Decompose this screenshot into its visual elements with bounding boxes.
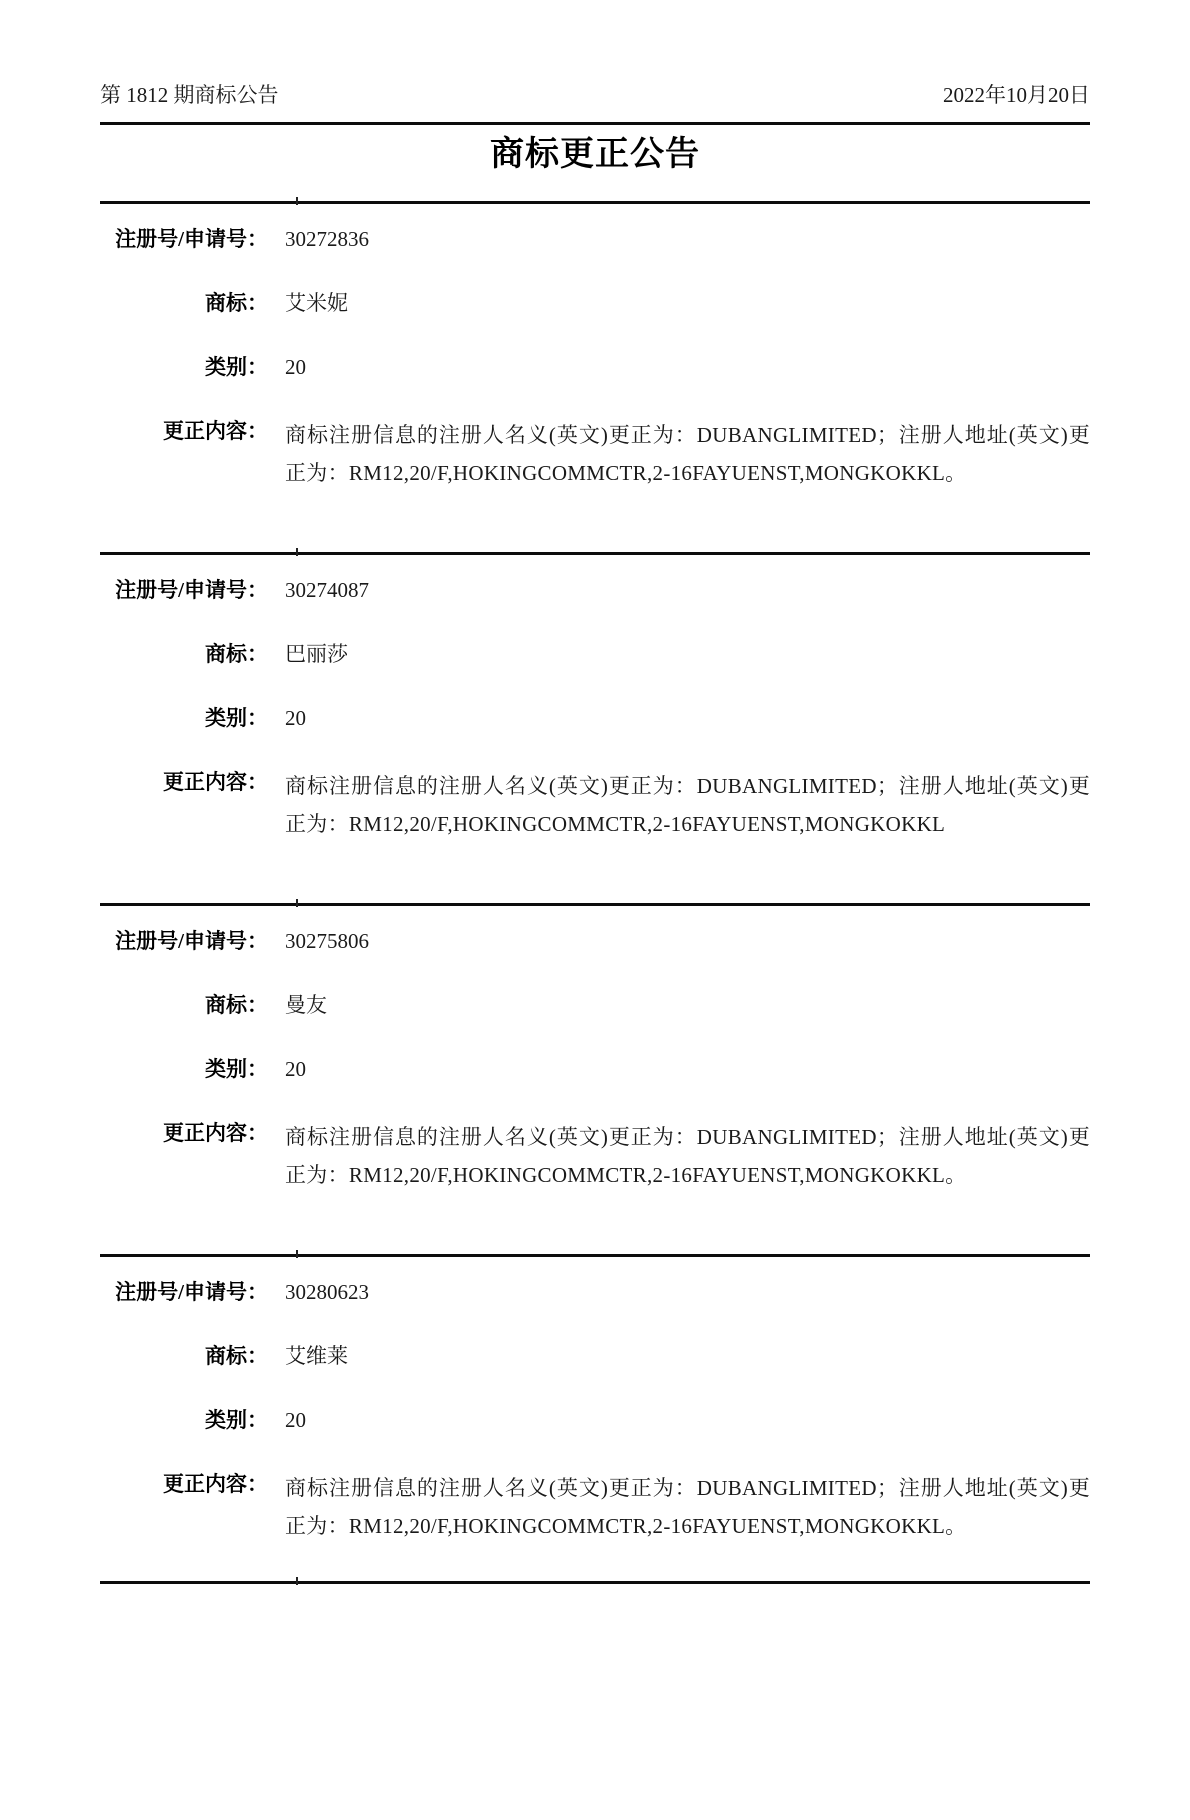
field-row-correction <box>100 1469 1090 1545</box>
correction-label: 更正内容： <box>163 770 268 794</box>
trademark-label: 商标： <box>205 1344 268 1368</box>
page-header <box>100 0 1090 108</box>
category-value: 20 <box>285 706 306 730</box>
field-row-reg-no <box>100 224 1090 254</box>
trademark-record <box>100 906 1090 1230</box>
field-row-trademark <box>100 1341 1090 1371</box>
field-row-correction <box>100 416 1090 492</box>
category-label: 类别： <box>205 706 268 730</box>
record-separator <box>100 552 1090 555</box>
trademark-label: 商标： <box>205 642 268 666</box>
trademark-value: 艾维莱 <box>285 1344 348 1368</box>
field-row-correction <box>100 1118 1090 1194</box>
gazette-issue-label: 第 1812 期商标公告 <box>100 83 279 107</box>
category-value: 20 <box>285 355 306 379</box>
correction-label: 更正内容： <box>163 1472 268 1496</box>
field-row-category <box>100 352 1090 382</box>
reg-no-label: 注册号/申请号： <box>115 578 268 602</box>
field-row-reg-no <box>100 1277 1090 1307</box>
trademark-record <box>100 204 1090 528</box>
category-label: 类别： <box>205 355 268 379</box>
correction-value: 商标注册信息的注册人名义(英文)更正为：DUBANGLIMITED；注册人地址(英文)更正为：RM12,20/F,HOKINGCOMMCTR,2-16FAYUENST,MONGKOKKL <box>285 774 1090 836</box>
field-row-reg-no <box>100 575 1090 605</box>
trademark-value: 曼友 <box>285 993 327 1017</box>
category-label: 类别： <box>205 1408 268 1432</box>
trademark-value: 巴丽莎 <box>285 642 348 666</box>
gazette-date-label: 2022年10月20日 <box>943 83 1090 107</box>
reg-no-label: 注册号/申请号： <box>115 1280 268 1304</box>
reg-no-label: 注册号/申请号： <box>115 227 268 251</box>
field-row-reg-no <box>100 926 1090 956</box>
correction-value: 商标注册信息的注册人名义(英文)更正为：DUBANGLIMITED；注册人地址(英文)更正为：RM12,20/F,HOKINGCOMMCTR,2-16FAYUENST,MONGKOKKL。 <box>285 423 1090 485</box>
reg-no-value: 30275806 <box>285 929 369 953</box>
category-label: 类别： <box>205 1057 268 1081</box>
field-row-correction <box>100 767 1090 843</box>
field-row-category <box>100 1405 1090 1435</box>
field-row-category <box>100 1054 1090 1084</box>
field-row-trademark <box>100 990 1090 1020</box>
reg-no-value: 30274087 <box>285 578 369 602</box>
reg-no-value: 30272836 <box>285 227 369 251</box>
trademark-record <box>100 1257 1090 1581</box>
field-row-trademark <box>100 639 1090 669</box>
field-row-trademark <box>100 288 1090 318</box>
trademark-label: 商标： <box>205 993 268 1017</box>
correction-value: 商标注册信息的注册人名义(英文)更正为：DUBANGLIMITED；注册人地址(英文)更正为：RM12,20/F,HOKINGCOMMCTR,2-16FAYUENST,MONGKOKKL。 <box>285 1125 1090 1187</box>
page-title: 商标更正公告 <box>490 136 700 173</box>
trademark-record <box>100 555 1090 879</box>
correction-label: 更正内容： <box>163 1121 268 1145</box>
reg-no-value: 30280623 <box>285 1280 369 1304</box>
trademark-label: 商标： <box>205 291 268 315</box>
field-row-category <box>100 703 1090 733</box>
category-value: 20 <box>285 1408 306 1432</box>
correction-value: 商标注册信息的注册人名义(英文)更正为：DUBANGLIMITED；注册人地址(英文)更正为：RM12,20/F,HOKINGCOMMCTR,2-16FAYUENST,MONGKOKKL。 <box>285 1476 1090 1538</box>
page-content <box>100 0 1090 1584</box>
header-rule <box>100 122 1090 125</box>
category-value: 20 <box>285 1057 306 1081</box>
record-separator <box>100 201 1090 204</box>
reg-no-label: 注册号/申请号： <box>115 929 268 953</box>
bottom-rule <box>100 1581 1090 1584</box>
record-separator <box>100 1254 1090 1257</box>
trademark-value: 艾米妮 <box>285 291 348 315</box>
record-separator <box>100 903 1090 906</box>
correction-label: 更正内容： <box>163 419 268 443</box>
